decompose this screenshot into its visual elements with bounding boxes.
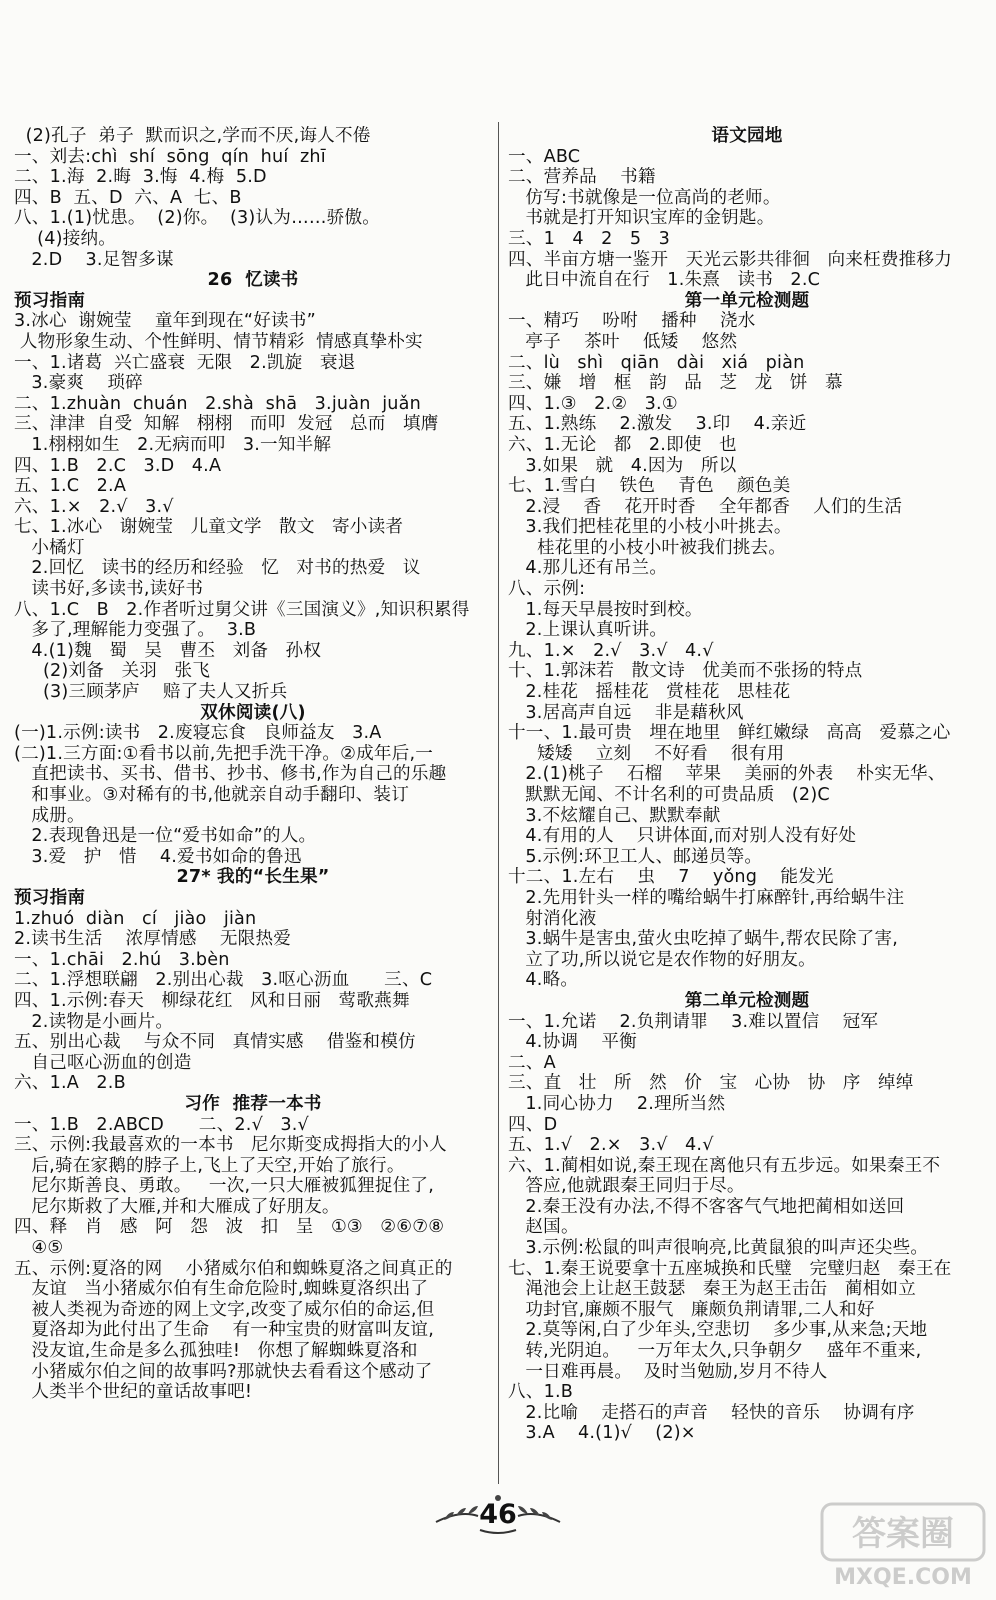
- answer-line: 四、1.B 2.C 3.D 4.A: [14, 455, 222, 476]
- answer-line: 四、半亩方塘一鉴开 天光云影共徘徊 向来枉费推移力: [508, 249, 953, 270]
- answer-line: 3.示例:松鼠的叫声很响亮,比黄鼠狼的叫声还尖些。: [508, 1238, 929, 1259]
- answer-line: 没友谊,生命是多么孤独哇! 你想了解蜘蛛夏洛和: [14, 1341, 418, 1362]
- answer-line: 立了功,所以说它是农作物的好朋友。: [508, 949, 816, 970]
- answer-line: 3.冰心 谢婉莹 童年到现在“好读书”: [14, 311, 316, 332]
- section-heading: 第二单元检测题: [684, 990, 810, 1011]
- answer-line: 4.略。: [508, 970, 579, 991]
- answer-line: 二、1.浮想联翩 2.别出心裁 3.呕心沥血 三、C: [14, 970, 433, 991]
- answer-line: 一、1.chāi 2.hú 3.bèn: [14, 949, 230, 970]
- answer-line: 2.表现鲁迅是一位“爱书如命”的人。: [14, 826, 317, 847]
- answer-line: 被人类视为奇迹的网上文字,改变了威尔伯的命运,但: [14, 1299, 435, 1320]
- section-heading: 语文园地: [711, 126, 783, 146]
- answer-line: 2.上课认真听讲。: [508, 620, 668, 641]
- answer-line: 功封官,廉颇不服气 廉颇负荆请罪,二人和好: [508, 1299, 875, 1320]
- answer-line: 一、刘去:chì shí sōng qín huí zhī: [14, 146, 326, 167]
- answer-line: 仿写:书就像是一位高尚的老师。: [508, 187, 781, 208]
- answer-line: 转,光阴迫。 一万年太久,只争朝夕 盛年不重来,: [508, 1341, 922, 1362]
- answer-line: 小橘灯: [14, 537, 85, 558]
- answer-line: (2)孔子 弟子 默而识之,学而不厌,诲人不倦: [14, 126, 371, 146]
- answer-line: 1.同心协力 2.理所当然: [508, 1093, 726, 1114]
- answer-line: 五、1.C 2.A: [14, 476, 127, 497]
- answer-line: 4.那儿还有吊兰。: [508, 558, 668, 579]
- answer-line: 八、1.C B 2.作者听过舅父讲《三国演义》,知识积累得: [14, 599, 470, 620]
- subsection-label: 预习指南: [14, 290, 86, 311]
- answer-line: 尼尔斯善良、勇敢。 一次,一只大雁被狐狸捉住了,: [14, 1176, 435, 1197]
- answer-line: 2.莫等闲,白了少年头,空悲切 多少事,从来急;天地: [508, 1320, 928, 1341]
- subsection-label: 预习指南: [14, 887, 86, 908]
- answer-line: 七、1.雪白 铁色 青色 颜色美: [508, 476, 791, 497]
- answer-line: 四、1.示例:春天 柳绿花红 风和日丽 莺歌燕舞: [14, 990, 410, 1011]
- answer-line: 夏洛却为此付出了生命 有一种宝贵的财富叫友谊,: [14, 1320, 435, 1341]
- answer-line: 五、1.√ 2.× 3.√ 4.√: [508, 1135, 714, 1156]
- section-heading: 第一单元检测题: [684, 290, 810, 311]
- answer-line: 3.A 4.(1)√ (2)×: [508, 1423, 696, 1444]
- answer-line: 一、1.允诺 2.负荆请罪 3.难以置信 冠军: [508, 1011, 879, 1032]
- answer-line: 2.回忆 读书的经历和经验 忆 对书的热爱 议: [14, 558, 421, 579]
- answer-line: 2.浸 香 花开时香 全年都香 人们的生活: [508, 496, 903, 517]
- answer-line: 一、精巧 吩咐 播种 浇水: [508, 311, 756, 332]
- answer-line: 2.D 3.足智多谋: [14, 249, 174, 270]
- answer-line: 书就是打开知识宝库的金钥匙。: [508, 208, 775, 229]
- answer-line: 3.居高声自远 非是藉秋风: [508, 702, 744, 723]
- answer-line: 直把读书、买书、借书、抄书、修书,作为自己的乐趣: [14, 764, 447, 785]
- answer-line: 四、1.③ 2.② 3.①: [508, 393, 678, 414]
- answer-line: 渑池会上让赵王鼓瑟 秦王为赵王击缶 蔺相如立: [508, 1279, 917, 1300]
- answer-line: 八、1.B: [508, 1382, 574, 1403]
- answer-line: 四、B 五、D 六、A 七、B: [14, 187, 242, 208]
- answer-column-left: [14, 126, 492, 1403]
- answer-line: 一日难再晨。 及时当勉励,岁月不待人: [508, 1361, 828, 1382]
- answer-line: 八、示例:: [508, 579, 586, 600]
- answer-line: 3.蜗牛是害虫,萤火虫吃掉了蜗牛,帮农民除了害,: [508, 929, 899, 950]
- answer-line: 矮矮 立刻 不好看 很有用: [508, 743, 785, 764]
- answer-line: 3.豪爽 琐碎: [14, 373, 143, 394]
- answer-line: 三、津津 自受 知解 栩栩 而叩 发冠 总而 填膺: [14, 414, 439, 435]
- answer-line: 四、释 肖 感 阿 怨 波 扣 呈 ①③ ②⑥⑦⑧: [14, 1217, 445, 1238]
- answer-line: 2.秦王没有办法,不得不客客气气地把蔺相如送回: [508, 1196, 905, 1217]
- answer-column-right: [508, 126, 986, 1444]
- answer-line: 2.比喻 走搭石的声音 轻快的音乐 协调有序: [508, 1402, 915, 1423]
- answer-line: (一)1.示例:读书 2.废寝忘食 良师益友 3.A: [14, 723, 382, 744]
- svg-text:答案圈: 答案圈: [852, 1514, 954, 1554]
- answer-line: 五、示例:夏洛的网 小猪威尔伯和蜘蛛夏洛之间真正的: [14, 1258, 453, 1279]
- answer-line: 4.有用的人 只讲体面,而对别人没有好处: [508, 826, 857, 847]
- answer-line: 二、1.海 2.晦 3.悔 4.梅 5.D: [14, 167, 267, 188]
- answer-line: 2.(1)桃子 石榴 苹果 美丽的外表 朴实无华、: [508, 764, 946, 785]
- answer-line: (二)1.三方面:①看书以前,先把手洗干净。②成年后,一: [14, 743, 434, 764]
- answer-line: 二、营养品 书籍: [508, 167, 656, 188]
- answer-line: 赵国。: [508, 1217, 579, 1238]
- answer-line: 亭子 茶叶 低矮 悠然: [508, 331, 738, 352]
- section-heading: 26 忆读书: [207, 270, 299, 291]
- column-divider: [498, 122, 499, 1484]
- answer-line: 3.不炫耀自己、默默奉献: [508, 805, 721, 826]
- answer-line: 五、1.熟练 2.激发 3.印 4.亲近: [508, 414, 807, 435]
- answer-line: 五、别出心裁 与众不同 真情实感 借鉴和模仿: [14, 1032, 416, 1053]
- svg-text:MXQE.COM: MXQE.COM: [834, 1565, 972, 1590]
- answer-line: 和事业。③对稀有的书,他就亲自动手翻印、装订: [14, 785, 410, 805]
- answer-line: 人物形象生动、个性鲜明、情节精彩 情感真挚朴实: [14, 331, 423, 352]
- answer-line: 尼尔斯救了大雁,并和大雁成了好朋友。: [14, 1196, 340, 1217]
- answer-line: 三、嫌 增 框 韵 品 芝 龙 饼 慕: [508, 373, 843, 394]
- answer-line: 1.zhuó diàn cí jiào jiàn: [14, 908, 257, 929]
- answer-line: 三、直 壮 所 然 价 宝 心协 协 序 绰绰: [508, 1073, 914, 1094]
- answer-line: 成册。: [14, 805, 85, 826]
- watermark-logo: [818, 1500, 988, 1592]
- section-heading: 习作 推荐一本书: [184, 1093, 322, 1114]
- answer-line: (4)接纳。: [14, 228, 117, 249]
- answer-line: 后,骑在家鹅的脖子上,飞上了天空,开始了旅行。: [14, 1155, 405, 1176]
- answer-line: 八、1.(1)忧患。 (2)你。 (3)认为……骄傲。: [14, 208, 381, 229]
- answer-line: 九、1.× 2.√ 3.√ 4.√: [508, 640, 714, 661]
- answer-line: 十一、1.最可贵 埋在地里 鲜红嫩绿 高高 爱慕之心: [508, 723, 951, 744]
- answer-line: (3)三顾茅庐 赔了夫人又折兵: [14, 682, 288, 703]
- answer-line: 一、1.B 2.ABCD 二、2.√ 3.√: [14, 1114, 309, 1135]
- page-number: 46: [479, 1499, 517, 1530]
- answer-line: 二、lù shì qiān dài xiá piàn: [508, 352, 805, 373]
- answer-line: 一、1.诸葛 兴亡盛衰 无限 2.凯旋 衰退: [14, 352, 356, 373]
- answer-line: 4.协调 平衡: [508, 1032, 637, 1053]
- answer-line: (2)刘备 关羽 张飞: [14, 661, 211, 682]
- answer-line: 3.如果 就 4.因为 所以: [508, 455, 737, 476]
- answer-line: 六、1.蔺相如说,秦王现在离他只有五步远。如果秦王不: [508, 1155, 941, 1176]
- answer-line: 桂花里的小枝小叶被我们挑去。: [508, 537, 787, 558]
- answer-line: 读书好,多读书,读好书: [14, 579, 204, 600]
- answer-line: 1.每天早晨按时到校。: [508, 599, 703, 620]
- answer-line: 六、1.A 2.B: [14, 1073, 126, 1094]
- section-heading: 27* 我的“长生果”: [176, 867, 330, 888]
- answer-line: 友谊 当小猪威尔伯有生命危险时,蜘蛛夏洛织出了: [14, 1279, 429, 1300]
- answer-line: 多了,理解能力变强了。 3.B: [14, 620, 257, 641]
- answer-line: 自己呕心沥血的创造: [14, 1052, 192, 1073]
- answer-line: 2.读书生活 浓厚情感 无限热爱: [14, 929, 292, 950]
- answer-line: 人类半个世纪的童话故事吧!: [14, 1382, 253, 1403]
- answer-line: 一、ABC: [508, 146, 581, 167]
- answer-line: 2.先用针头一样的嘴给蜗牛打麻醉针,再给蜗牛注: [508, 887, 905, 908]
- answer-line: 4.(1)魏 蜀 吴 曹丕 刘备 孙权: [14, 640, 322, 661]
- answer-line: 十二、1.左右 虫 7 yǒng 能发光: [508, 867, 834, 888]
- answer-line: 默默无闻、不计名利的可贵品质 (2)C: [508, 785, 830, 805]
- answer-line: 1.栩栩如生 2.无病而叩 3.一知半解: [14, 434, 332, 455]
- answer-line: 此日中流自在行 1.朱熹 读书 2.C: [508, 270, 821, 291]
- answer-line: 射消化液: [508, 908, 597, 929]
- answer-line: 答应,他就跟秦王同归于尽。: [508, 1176, 745, 1197]
- answer-line: 3.爱 护 惜 4.爱书如命的鲁迅: [14, 846, 302, 867]
- answer-line: 小猪威尔伯之间的故事吗?那就快去看看这个感动了: [14, 1361, 433, 1382]
- answer-line: 三、示例:我最喜欢的一本书 尼尔斯变成拇指大的小人: [14, 1135, 447, 1156]
- answer-line: 3.我们把桂花里的小枝小叶挑去。: [508, 517, 792, 538]
- answer-line: 四、D: [508, 1114, 558, 1135]
- answer-line: 十、1.郭沫若 散文诗 优美而不张扬的特点: [508, 661, 863, 682]
- answer-line: 2.桂花 摇桂花 赏桂花 思桂花: [508, 682, 791, 703]
- answer-line: 六、1.× 2.√ 3.√: [14, 496, 174, 517]
- section-heading: 双休阅读(八): [200, 702, 306, 723]
- answer-line: 5.示例:环卫工人、邮递员等。: [508, 846, 763, 867]
- answer-line: 七、1.冰心 谢婉莹 儿童文学 散文 寄小读者: [14, 517, 404, 538]
- answer-line: 六、1.无论 都 2.即使 也: [508, 434, 737, 455]
- answer-line: 2.读物是小画片。: [14, 1011, 174, 1032]
- answer-line: 三、1 4 2 5 3: [508, 228, 671, 249]
- answer-line: 七、1.秦王说要拿十五座城换和氏璧 完璧归赵 秦王在: [508, 1258, 952, 1279]
- answer-line: 二、A: [508, 1052, 556, 1073]
- page-number-badge: [430, 1492, 566, 1538]
- answer-line: 二、1.zhuàn chuán 2.shà shā 3.juàn juǎn: [14, 393, 421, 414]
- answer-line: ④⑤: [14, 1238, 64, 1259]
